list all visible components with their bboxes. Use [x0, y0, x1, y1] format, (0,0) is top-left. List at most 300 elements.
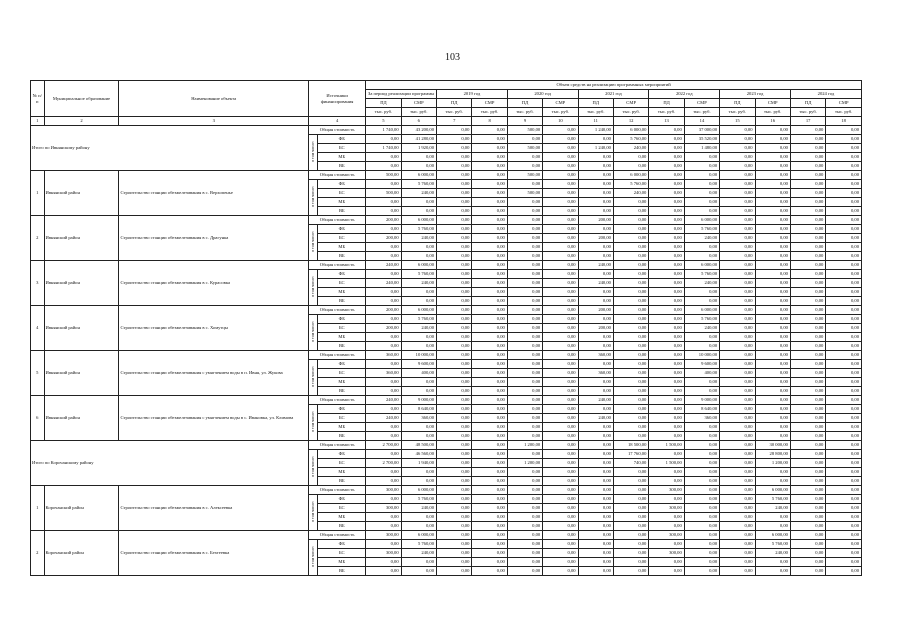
value-cell: 0,00: [755, 198, 790, 207]
value-cell: 0,00: [755, 189, 790, 198]
source-label: МБ: [318, 558, 366, 567]
source-label: БС: [318, 459, 366, 468]
value-cell: 0,00: [472, 261, 507, 270]
value-cell: 0,00: [507, 567, 542, 576]
value-cell: 0,00: [790, 504, 825, 513]
incl-label: в том числе:: [310, 501, 316, 523]
value-cell: 0,00: [613, 405, 648, 414]
value-cell: 0,00: [720, 153, 755, 162]
value-cell: 0,00: [472, 450, 507, 459]
value-cell: 0,00: [613, 288, 648, 297]
value-cell: 41 280,00: [401, 135, 436, 144]
value-cell: 400,00: [684, 369, 719, 378]
incl-label: в том числе:: [310, 141, 316, 163]
volume-header: Объем средств на реализацию программных мероприятий: [366, 81, 862, 90]
value-cell: 0,00: [437, 387, 472, 396]
unit-header: тыс. руб.: [790, 108, 825, 117]
value-cell: 0,00: [472, 297, 507, 306]
value-cell: 240,00: [684, 279, 719, 288]
source-label: МБ: [318, 423, 366, 432]
year-header: 2023 год: [720, 90, 791, 99]
value-cell: 0,00: [720, 324, 755, 333]
value-cell: 0,00: [366, 513, 401, 522]
value-cell: 0,00: [684, 567, 719, 576]
value-cell: 0,00: [507, 378, 542, 387]
value-cell: 0,00: [401, 333, 436, 342]
value-cell: 0,00: [437, 342, 472, 351]
value-cell: 0,00: [755, 180, 790, 189]
value-cell: 6 000,00: [401, 486, 436, 495]
value-cell: 0,00: [684, 297, 719, 306]
value-cell: 0,00: [649, 333, 684, 342]
value-cell: 0,00: [755, 153, 790, 162]
value-cell: 0,00: [366, 540, 401, 549]
value-cell: 0,00: [790, 459, 825, 468]
value-cell: 0,00: [543, 468, 578, 477]
value-cell: 0,00: [649, 432, 684, 441]
value-cell: 0,00: [437, 567, 472, 576]
value-cell: 0,00: [507, 324, 542, 333]
object-cell: Строительство станции обезжелезивания в с. Драгунка: [119, 216, 309, 261]
value-cell: 0,00: [437, 135, 472, 144]
value-cell: 6 000,00: [613, 126, 648, 135]
value-cell: 0,00: [437, 198, 472, 207]
value-cell: 0,00: [684, 477, 719, 486]
value-cell: 0,00: [755, 423, 790, 432]
total-cost-label: Общая стоимость: [308, 396, 365, 405]
value-cell: 0,00: [543, 522, 578, 531]
smr-header: СМР: [755, 99, 790, 108]
value-cell: 9 000,00: [684, 396, 719, 405]
value-cell: 0,00: [755, 261, 790, 270]
value-cell: 0,00: [684, 450, 719, 459]
value-cell: 0,00: [684, 180, 719, 189]
source-label: ФБ: [318, 495, 366, 504]
value-cell: 5 760,00: [684, 315, 719, 324]
value-cell: 0,00: [684, 378, 719, 387]
value-cell: 0,00: [720, 288, 755, 297]
value-cell: 0,00: [472, 207, 507, 216]
value-cell: 0,00: [543, 459, 578, 468]
value-cell: 0,00: [437, 441, 472, 450]
value-cell: 0,00: [826, 405, 862, 414]
value-cell: 0,00: [720, 342, 755, 351]
value-cell: 46 560,00: [401, 450, 436, 459]
source-label: МБ: [318, 288, 366, 297]
value-cell: 0,00: [543, 486, 578, 495]
value-cell: 0,00: [578, 342, 613, 351]
value-cell: 0,00: [543, 432, 578, 441]
table-row: [31, 216, 862, 225]
year-header: 2021 год: [578, 90, 649, 99]
value-cell: 0,00: [684, 153, 719, 162]
value-cell: 0,00: [507, 342, 542, 351]
source-label: ФБ: [318, 315, 366, 324]
value-cell: 0,00: [826, 207, 862, 216]
value-cell: 0,00: [543, 513, 578, 522]
value-cell: 0,00: [826, 288, 862, 297]
value-cell: 0,00: [578, 558, 613, 567]
value-cell: 0,00: [401, 342, 436, 351]
value-cell: 0,00: [720, 432, 755, 441]
value-cell: 0,00: [649, 387, 684, 396]
value-cell: 0,00: [366, 198, 401, 207]
value-cell: 0,00: [578, 297, 613, 306]
value-cell: 0,00: [790, 450, 825, 459]
value-cell: 0,00: [826, 333, 862, 342]
unit-header: тыс. руб.: [578, 108, 613, 117]
value-cell: 0,00: [790, 513, 825, 522]
value-cell: 0,00: [543, 297, 578, 306]
value-cell: 0,00: [649, 279, 684, 288]
value-cell: 0,00: [684, 531, 719, 540]
column-number: 13: [649, 117, 684, 126]
value-cell: 0,00: [720, 252, 755, 261]
value-cell: 0,00: [826, 495, 862, 504]
value-cell: 0,00: [507, 207, 542, 216]
value-cell: 0,00: [649, 216, 684, 225]
value-cell: 0,00: [472, 135, 507, 144]
value-cell: 0,00: [790, 171, 825, 180]
source-label: ВБ: [318, 207, 366, 216]
object-cell: Строительство станции обезжелезивания в с. Алексеевка: [119, 486, 309, 531]
value-cell: 0,00: [755, 333, 790, 342]
total-cost-label: Общая стоимость: [308, 441, 365, 450]
value-cell: 0,00: [649, 315, 684, 324]
value-cell: 240,00: [366, 396, 401, 405]
value-cell: 0,00: [755, 477, 790, 486]
value-cell: 0,00: [472, 216, 507, 225]
value-cell: 0,00: [543, 360, 578, 369]
value-cell: 0,00: [613, 324, 648, 333]
value-cell: 0,00: [720, 387, 755, 396]
value-cell: 0,00: [826, 486, 862, 495]
value-cell: 0,00: [472, 495, 507, 504]
municipality-cell: Ивнянский район: [44, 216, 119, 261]
value-cell: 0,00: [755, 324, 790, 333]
value-cell: 0,00: [613, 162, 648, 171]
value-cell: 300,00: [649, 549, 684, 558]
value-cell: 0,00: [472, 270, 507, 279]
value-cell: 300,00: [366, 531, 401, 540]
value-cell: 0,00: [543, 306, 578, 315]
value-cell: 0,00: [507, 360, 542, 369]
value-cell: 0,00: [366, 297, 401, 306]
value-cell: 0,00: [649, 297, 684, 306]
value-cell: 0,00: [755, 360, 790, 369]
value-cell: 0,00: [826, 279, 862, 288]
value-cell: 0,00: [437, 189, 472, 198]
value-cell: 0,00: [755, 396, 790, 405]
value-cell: 0,00: [720, 549, 755, 558]
value-cell: 240,00: [578, 414, 613, 423]
value-cell: 0,00: [790, 297, 825, 306]
value-cell: 6 000,00: [401, 216, 436, 225]
value-cell: 0,00: [720, 315, 755, 324]
value-cell: 0,00: [507, 162, 542, 171]
value-cell: 0,00: [720, 306, 755, 315]
row-number: 5: [31, 351, 45, 396]
value-cell: 0,00: [790, 225, 825, 234]
value-cell: 0,00: [613, 522, 648, 531]
value-cell: 0,00: [826, 378, 862, 387]
value-cell: 0,00: [826, 522, 862, 531]
value-cell: 0,00: [437, 432, 472, 441]
value-cell: 0,00: [437, 297, 472, 306]
value-cell: 0,00: [755, 378, 790, 387]
value-cell: 300,00: [366, 504, 401, 513]
value-cell: 0,00: [366, 468, 401, 477]
value-cell: 0,00: [684, 189, 719, 198]
value-cell: 0,00: [790, 306, 825, 315]
value-cell: 0,00: [613, 342, 648, 351]
value-cell: 0,00: [472, 423, 507, 432]
value-cell: 0,00: [543, 405, 578, 414]
value-cell: 0,00: [790, 351, 825, 360]
total-cost-label: Общая стоимость: [308, 486, 365, 495]
value-cell: 0,00: [472, 126, 507, 135]
value-cell: 0,00: [826, 360, 862, 369]
value-cell: 0,00: [790, 243, 825, 252]
value-cell: 240,00: [401, 279, 436, 288]
incl-label: в том числе:: [310, 411, 316, 433]
object-cell: Строительство станции обезжелезивания в с. Верхопенье: [119, 171, 309, 216]
value-cell: 0,00: [720, 369, 755, 378]
value-cell: 0,00: [826, 198, 862, 207]
value-cell: 0,00: [543, 567, 578, 576]
value-cell: 0,00: [507, 486, 542, 495]
value-cell: 5 760,00: [401, 180, 436, 189]
value-cell: 0,00: [437, 324, 472, 333]
value-cell: 0,00: [720, 171, 755, 180]
total-cost-label: Общая стоимость: [308, 261, 365, 270]
value-cell: 0,00: [437, 486, 472, 495]
value-cell: 0,00: [720, 405, 755, 414]
value-cell: 0,00: [720, 243, 755, 252]
value-cell: 0,00: [649, 261, 684, 270]
value-cell: 0,00: [507, 306, 542, 315]
value-cell: 1 500,00: [649, 441, 684, 450]
value-cell: 6 000,00: [401, 171, 436, 180]
value-cell: 0,00: [578, 522, 613, 531]
value-cell: 0,00: [720, 558, 755, 567]
value-cell: 0,00: [826, 261, 862, 270]
value-cell: 48 500,00: [401, 441, 436, 450]
value-cell: 0,00: [649, 540, 684, 549]
value-cell: 0,00: [649, 171, 684, 180]
source-label: МБ: [318, 513, 366, 522]
value-cell: 1 200,00: [507, 459, 542, 468]
column-number: 7: [437, 117, 472, 126]
value-cell: 0,00: [790, 396, 825, 405]
total-cost-label: Общая стоимость: [308, 306, 365, 315]
incl-label-cell: [308, 315, 317, 351]
value-cell: 0,00: [507, 495, 542, 504]
value-cell: 0,00: [613, 495, 648, 504]
incl-label: в том числе:: [310, 456, 316, 478]
value-cell: 0,00: [649, 135, 684, 144]
value-cell: 0,00: [649, 396, 684, 405]
value-cell: 0,00: [684, 522, 719, 531]
value-cell: 240,00: [684, 234, 719, 243]
value-cell: 0,00: [472, 252, 507, 261]
value-cell: 0,00: [507, 351, 542, 360]
value-cell: 5 760,00: [684, 270, 719, 279]
value-cell: 0,00: [543, 189, 578, 198]
value-cell: 0,00: [649, 234, 684, 243]
value-cell: 0,00: [684, 468, 719, 477]
value-cell: 0,00: [366, 405, 401, 414]
value-cell: 0,00: [649, 351, 684, 360]
source-label: МБ: [318, 333, 366, 342]
value-cell: 0,00: [649, 270, 684, 279]
value-cell: 0,00: [507, 297, 542, 306]
smr-header: СМР: [543, 99, 578, 108]
value-cell: 240,00: [366, 261, 401, 270]
value-cell: 0,00: [790, 414, 825, 423]
value-cell: 0,00: [790, 342, 825, 351]
value-cell: 0,00: [684, 162, 719, 171]
value-cell: 0,00: [684, 387, 719, 396]
object-cell: Строительство станции обезжелезивания с умягчением воды в п. Ивня, ул. Жукова: [119, 351, 309, 396]
value-cell: 0,00: [578, 405, 613, 414]
value-cell: 0,00: [366, 252, 401, 261]
value-cell: 5 760,00: [401, 495, 436, 504]
value-cell: 0,00: [826, 162, 862, 171]
value-cell: 0,00: [755, 567, 790, 576]
value-cell: 0,00: [543, 495, 578, 504]
value-cell: 0,00: [472, 351, 507, 360]
value-cell: 0,00: [790, 549, 825, 558]
value-cell: 0,00: [755, 162, 790, 171]
table-body: [31, 126, 862, 576]
value-cell: 1 200,00: [755, 459, 790, 468]
value-cell: 0,00: [649, 144, 684, 153]
value-cell: 0,00: [507, 243, 542, 252]
incl-label-cell: [308, 450, 317, 486]
value-cell: 0,00: [684, 288, 719, 297]
value-cell: 0,00: [826, 171, 862, 180]
value-cell: 0,00: [790, 369, 825, 378]
value-cell: 0,00: [578, 387, 613, 396]
value-cell: 8 640,00: [401, 405, 436, 414]
value-cell: 240,00: [613, 189, 648, 198]
value-cell: 0,00: [720, 486, 755, 495]
value-cell: 0,00: [649, 225, 684, 234]
value-cell: 500,00: [507, 126, 542, 135]
value-cell: 0,00: [507, 180, 542, 189]
value-cell: 0,00: [401, 288, 436, 297]
value-cell: 0,00: [472, 306, 507, 315]
value-cell: 0,00: [720, 216, 755, 225]
value-cell: 0,00: [826, 459, 862, 468]
value-cell: 0,00: [472, 333, 507, 342]
value-cell: 0,00: [684, 342, 719, 351]
value-cell: 0,00: [720, 279, 755, 288]
value-cell: 0,00: [437, 504, 472, 513]
unit-header: тыс. руб.: [613, 108, 648, 117]
value-cell: 1 740,00: [366, 126, 401, 135]
value-cell: 0,00: [720, 180, 755, 189]
value-cell: 0,00: [437, 153, 472, 162]
value-cell: 0,00: [720, 162, 755, 171]
table-row: [31, 486, 862, 495]
value-cell: 0,00: [755, 126, 790, 135]
value-cell: 0,00: [613, 540, 648, 549]
value-cell: 0,00: [437, 405, 472, 414]
smr-header: СМР: [826, 99, 862, 108]
value-cell: 0,00: [472, 405, 507, 414]
pd-header: ПД: [437, 99, 472, 108]
value-cell: 0,00: [366, 378, 401, 387]
column-number: 16: [755, 117, 790, 126]
value-cell: 240,00: [613, 144, 648, 153]
value-cell: 0,00: [720, 135, 755, 144]
value-cell: 0,00: [790, 558, 825, 567]
value-cell: 0,00: [649, 207, 684, 216]
value-cell: 0,00: [790, 135, 825, 144]
value-cell: 0,00: [366, 423, 401, 432]
value-cell: 0,00: [507, 279, 542, 288]
value-cell: 0,00: [437, 513, 472, 522]
row-number: 2: [31, 216, 45, 261]
value-cell: 0,00: [578, 495, 613, 504]
object-cell: Строительство станции обезжелезивания в с. Хомутцы: [119, 306, 309, 351]
source-label: БС: [318, 234, 366, 243]
value-cell: 0,00: [826, 477, 862, 486]
value-cell: 0,00: [543, 225, 578, 234]
value-cell: 0,00: [649, 324, 684, 333]
value-cell: 0,00: [790, 180, 825, 189]
value-cell: 0,00: [613, 513, 648, 522]
value-cell: 0,00: [543, 144, 578, 153]
value-cell: 0,00: [649, 369, 684, 378]
value-cell: 0,00: [543, 531, 578, 540]
value-cell: 0,00: [790, 207, 825, 216]
value-cell: 0,00: [401, 297, 436, 306]
value-cell: 0,00: [543, 333, 578, 342]
column-number: 18: [826, 117, 862, 126]
table-row: [31, 441, 862, 450]
smr-header: СМР: [472, 99, 507, 108]
municipality-cell: Корочанский район: [44, 486, 119, 531]
value-cell: 1 200,00: [507, 441, 542, 450]
value-cell: 43 200,00: [401, 126, 436, 135]
value-cell: 0,00: [613, 531, 648, 540]
value-cell: 0,00: [437, 333, 472, 342]
value-cell: 0,00: [826, 396, 862, 405]
group-total-label: Итого по Ивнянскому району: [31, 126, 309, 171]
value-cell: 240,00: [401, 324, 436, 333]
value-cell: 0,00: [437, 477, 472, 486]
value-cell: 0,00: [578, 378, 613, 387]
value-cell: 0,00: [578, 153, 613, 162]
value-cell: 0,00: [720, 297, 755, 306]
source-label: ФБ: [318, 450, 366, 459]
value-cell: 0,00: [578, 198, 613, 207]
value-cell: 0,00: [366, 180, 401, 189]
value-cell: 8 640,00: [684, 405, 719, 414]
incl-label: в том числе:: [310, 546, 316, 568]
value-cell: 0,00: [790, 441, 825, 450]
value-cell: 0,00: [578, 459, 613, 468]
value-cell: 0,00: [755, 315, 790, 324]
value-cell: 0,00: [755, 513, 790, 522]
pd-header: ПД: [649, 99, 684, 108]
value-cell: 0,00: [684, 513, 719, 522]
value-cell: 0,00: [366, 522, 401, 531]
value-cell: 0,00: [826, 315, 862, 324]
